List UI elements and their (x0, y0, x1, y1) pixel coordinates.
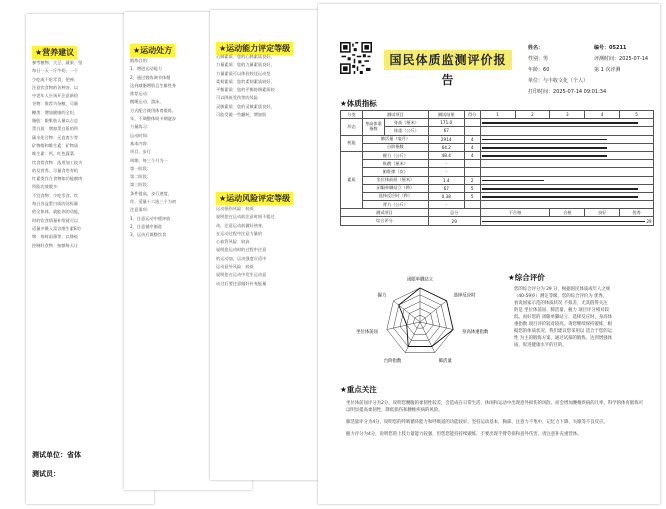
focus-text (346, 400, 646, 438)
tester-label: 测试员： (32, 470, 60, 478)
text-line: 不宜食物：少吃零食、饮 (32, 192, 79, 198)
text-line: 心肺素质：您的心肺素质良好， (216, 54, 275, 59)
summary-row (341, 217, 654, 225)
item-cell: 肺活量（毫升） (362, 135, 428, 143)
summary-pass-header: 合格 (550, 209, 585, 217)
overall-section-title: ★综合评价 (508, 273, 545, 282)
text-line: 时的饮食情量补给就可以 (32, 217, 79, 223)
score-bar (482, 139, 607, 141)
text-line: 蛋白质：增加蛋白质的所 (32, 126, 79, 132)
focus-section-title: ★重点关注 (340, 385, 377, 394)
radar-axis (420, 322, 435, 353)
score-bar-cell (480, 168, 653, 176)
table-row (341, 151, 654, 159)
table-row (341, 160, 654, 168)
text-line: 第一阶段： (130, 165, 151, 171)
score-bar-cell (480, 143, 653, 151)
item-cell: 握力（公斤） (362, 151, 428, 159)
result-cell: - (428, 201, 464, 209)
risk-level-title: ★运动风险评定等级 (216, 192, 293, 205)
score-bar-cell (480, 119, 653, 127)
text-line: 锻炼目的： (130, 58, 151, 63)
header-item: 测试项目 (362, 111, 428, 119)
result-cell: 2914 (428, 135, 464, 143)
header-result: 测试结果 (428, 111, 464, 119)
item-group-cell: 身高体重指数 (362, 119, 384, 135)
table-row (341, 135, 654, 143)
header-level-3: 3 (550, 111, 585, 119)
text-line: 脂肪：限肌肪人量以占总 (32, 118, 79, 124)
report-title: 国民体质监测评价报告 (384, 50, 512, 70)
text-line: 运动时间： (130, 132, 151, 138)
result-cell: 67 (428, 184, 464, 192)
text-line: 的运动加，运动强度应适中 (216, 255, 267, 261)
text-line: 力量练习： (130, 124, 151, 130)
indicators-section-title: ★体质指标 (340, 99, 377, 108)
text-line: 跳绳运动、游泳， (130, 99, 164, 105)
table-row (341, 127, 654, 135)
text-line: 推荐运动： (130, 91, 151, 97)
text-line: 维生素：钙，红色蔬菜、 (32, 151, 79, 157)
score-cell (464, 168, 480, 176)
text-line: 说明您在运动前注意时间不超过 (216, 214, 275, 220)
focus-paragraph: 坐位体前屈评分为2分，说明您腰腹的柔韧性较差，会造成在日常生活、休闲和运动中出现意外损伤的风险。而会增加腰椎疾病的几率，科学的体育锻炼可以明显提高柔韧性，降低损伤和腰椎疾病的风险。 (346, 401, 643, 413)
text-line: 可以降低受伤等的风险 (216, 95, 258, 101)
summary-bar (482, 221, 646, 223)
text-line: 方式配合使用体育锻炼， (130, 107, 177, 113)
text-line: 质，促进健康水平的目的。 (514, 343, 567, 348)
score-bar-cell (480, 201, 653, 209)
text-line: 力量素质可以体验较佳运动型 (216, 70, 271, 76)
date-value: 2025-07-14 (619, 56, 649, 62)
date-label: 评测时间： (594, 56, 620, 62)
summary-bar-value: 29 (646, 218, 652, 224)
score-bar (482, 147, 607, 149)
score-cell: 4 (464, 143, 480, 151)
text-line: 的全体体，就能你的动能， (32, 209, 83, 215)
score-bar-cell (480, 184, 653, 192)
qr-code-icon (340, 42, 372, 74)
ability-level-title: ★运动能力评定等级 (216, 42, 293, 55)
score-bar-cell (480, 160, 653, 168)
score-cell: 4 (464, 151, 480, 159)
text-line: 饮食常食物：选用加工较为 (32, 159, 83, 165)
text-line: 每日一天一斤牛奶，一个 (32, 68, 79, 74)
indicators-table (340, 110, 654, 226)
text-line: 周期、每三个月为一 (130, 157, 168, 163)
score-bar-cell (480, 176, 653, 184)
table-row (341, 192, 654, 200)
text-line: 的及营养，尽量食用有机 (32, 167, 79, 173)
result-cell: 171.0 (428, 119, 464, 127)
summary-fail-header: 不合格 (480, 209, 550, 217)
text-line: 少吃或不吃零食、把神、 (32, 76, 79, 82)
result-cell: - (428, 168, 464, 176)
table-row (341, 119, 654, 127)
id-field (594, 44, 626, 51)
item-cell: 选择反应时（秒） (362, 192, 428, 200)
result-cell: 1.4 (428, 176, 464, 184)
text-line: 达到减脂增肌且生雄性身 (130, 82, 177, 88)
item-cell: 俯卧撑（次） (362, 168, 428, 176)
header-score: 得分 (464, 111, 480, 119)
text-line: 低。而好您的 闭眼单脚站立、选择反应时、身高体 (514, 315, 612, 320)
score-bar-cell (480, 192, 653, 200)
score-bar (482, 122, 639, 124)
text-line: 性 为主的锻炼方案，通过试探的锻炼，达到增强体 (514, 336, 612, 341)
table-header-row (341, 111, 654, 119)
text-line: 说明您在运动中发生运动意 (216, 272, 267, 278)
header-level-2: 2 (515, 111, 550, 119)
text-line: 柔韧素质：您的柔韧素质较好， (216, 78, 275, 84)
table-row (341, 201, 654, 209)
summary-good-header: 良好 (585, 209, 620, 217)
unit-value: 与丰收文化（个人） (543, 78, 589, 84)
text-line: （40-59岁）测定等级，您的综合评价为 优秀， (514, 294, 608, 299)
result-cell: 64.2 (428, 143, 464, 151)
text-line: 所能功放脱多： (32, 184, 62, 190)
text-line: 的是 坐位体前屈、肺活量、握力 项目评分相对较 (514, 308, 609, 313)
item-cell: 坐位体前屈（厘米） (362, 176, 428, 184)
item-cell: 身高（厘米） (384, 119, 428, 127)
risk-level-text (216, 206, 330, 289)
text-line: 重指数 项目评价较对较高。请您继续保持锻炼，根 (514, 322, 612, 327)
text-line: 3、运动后调整饮食 (130, 232, 167, 238)
summary-label: 综合评分 (341, 217, 429, 225)
text-line: 动，注意运动前做好热身， (216, 222, 267, 228)
summary-header-row (341, 209, 654, 217)
overall-evaluation-text (514, 286, 658, 349)
summary-score: 29 (428, 217, 480, 225)
table-row (341, 168, 654, 176)
print-time-value: 2025-07-14 09:01:34 (553, 89, 607, 95)
radar-label: 闭眼单脚站立 (406, 277, 434, 283)
print-time-field (528, 88, 606, 95)
text-line: 谷物：推荐为杂粮、尽量 (32, 101, 79, 107)
radar-label: 握力 (377, 293, 387, 299)
header-category: 分类 (341, 111, 363, 119)
age-field (528, 66, 549, 73)
text-line: 碳水化合物：无直育少等 (32, 134, 79, 140)
radar-chart (340, 266, 500, 376)
test-unit-label: 测试单位：省体 (32, 451, 81, 459)
score-cell: 5 (464, 192, 480, 200)
item-cell: 体重（公斤） (384, 127, 428, 135)
text-line: 基本内容： (130, 140, 151, 146)
age-value: 60 (543, 67, 550, 73)
radar-label: 坐位体前屈 (356, 330, 379, 336)
text-line: 心血管风险：较高 (216, 239, 250, 245)
text-line: 注意饮食物的各种各、以 (32, 84, 79, 90)
category-cell: 形态 (341, 119, 363, 135)
text-line: 2、通过锻炼调节体循 (130, 74, 171, 80)
result-cell: 67 (428, 127, 464, 135)
id-value: 05211 (609, 45, 627, 51)
score-bar (482, 155, 607, 157)
score-bar-cell (480, 151, 653, 159)
summary-total-header: 总分 (428, 209, 480, 217)
ability-level-text (216, 54, 330, 120)
text-line: 注意事项： (130, 207, 151, 213)
fitness-report-page (318, 4, 660, 504)
result-cell: 48.4 (428, 151, 464, 159)
text-line: 您的综合评分为 29 分，根据国民体质成年人之规 (514, 287, 611, 292)
score-cell (464, 160, 480, 168)
result-cell: 0.38 (428, 192, 464, 200)
result-cell: - (428, 160, 464, 168)
text-line: 2、注意循序渐进 (130, 223, 162, 229)
summary-excellent-header: 优秀 (620, 209, 654, 217)
focus-paragraph: 肺活量评分为4分，说明您的呼吸循环能力和呼吸道的功能较好，坚持运动基本，胸部、注意力不集中、记忆力下降、失眠等不良反应。 (346, 420, 608, 425)
text-line: 控制好食物：按额每天让 (32, 242, 79, 248)
score-bar (482, 180, 545, 182)
header-level-1: 1 (480, 111, 515, 119)
table-row (341, 176, 654, 184)
radar-label: 身高体重指数 (461, 330, 489, 336)
test-count-label: 第 1 次评测 (594, 67, 621, 73)
score-bar (482, 188, 639, 190)
text-line: 在运动过程中注意力量的 (216, 230, 263, 236)
text-line: 运动意外风险：较低 (216, 264, 254, 270)
text-line: 项目、步行 (130, 149, 151, 155)
text-line: 作，适量十六选三个为初 (130, 199, 177, 205)
score-bar (482, 196, 639, 198)
score-cell: 5 (464, 184, 480, 192)
text-line: 糖类：增加健康的全坦、 (32, 109, 79, 115)
item-cell: 闭眼单脚站立（秒） (362, 184, 428, 192)
print-time-label: 打印时间： (528, 89, 554, 95)
text-line: 参考植物、大豆、蔬果、坚 (32, 60, 83, 65)
table-row (341, 143, 654, 151)
summary-bar-cell (480, 217, 653, 225)
text-line: 可能受做一些翻转，增加肌 (216, 112, 267, 118)
score-cell: 2 (464, 176, 480, 184)
score-cell (464, 119, 480, 127)
text-line: 第三阶段： (130, 182, 151, 188)
radar-label: 台阶指数 (383, 359, 402, 365)
text-line: 年，不调整体间卡期逐步 (130, 116, 177, 122)
text-line: 矿物维和维生素：矿物质 (32, 142, 79, 148)
nutrition-advice-title: ★营养建议 (32, 46, 77, 59)
text-line: 条件提高，步行速度、 (130, 190, 172, 196)
unit-label: 单位： (528, 78, 544, 84)
unit-field (528, 77, 588, 84)
score-bar-cell (480, 127, 653, 135)
item-cell: 背力（公斤） (362, 201, 428, 209)
exercise-prescription-title: ★运动处方 (130, 44, 175, 57)
text-line: 灵敏素质：您的灵敏素质良好， (216, 103, 275, 109)
score-bar-cell (480, 135, 653, 143)
text-line: 每日各益蛋白质的达标量 (32, 201, 79, 207)
text-line: 看说国家示范的体质状况 不拟差，尤其值得关注 (514, 301, 608, 306)
category-cell: 机能 (341, 135, 363, 151)
text-line: 适量多摄入富含维生素E的 (32, 225, 81, 231)
text-line: 红素类作合食物如功能腐肉 (32, 176, 83, 182)
radar-label: 选择反应时 (453, 293, 476, 299)
header-level-5: 5 (620, 111, 654, 119)
text-line: 第二阶段： (130, 174, 151, 180)
table-row (341, 184, 654, 192)
radar-label: 肺活量 (438, 359, 452, 365)
text-line: 中老年人应该开注意新烩 (32, 93, 79, 99)
date-field (594, 55, 648, 62)
score-cell (464, 127, 480, 135)
item-cell: 台阶指数 (362, 143, 428, 151)
score-cell (464, 201, 480, 209)
summary-item-header: 测试项目 (341, 209, 429, 217)
text-line: 动过后要注意做好补充能量 (216, 280, 267, 286)
item-cell: 纵跳（厘米） (362, 160, 428, 168)
text-line: 1、注意运动中缓冲放 (130, 215, 171, 221)
age-label: 年龄： (528, 67, 544, 73)
gender-label: 性别：男 (528, 56, 549, 62)
text-line: 力量素质：您的力量素质良好， (216, 62, 275, 68)
score-cell: 4 (464, 135, 480, 143)
text-line: 据您的体质状况，我们建议您采用以 适合于您的运 (514, 329, 612, 334)
id-label: 编号： (594, 45, 610, 51)
text-line: 平衡素质：您的平衡协调素质较 (216, 87, 275, 93)
category-cell: 素质 (341, 151, 363, 208)
focus-paragraph: 握力评分为4分，说明您的上肢力量能力较强，但您您能持持续锻炼，不要出现手臂劳损和意外伤害，请注意补充重营体。 (346, 432, 582, 437)
text-line: 运动损伤风险：较低 (216, 206, 254, 211)
text-line: 说明您运动时的过程中注意 (216, 247, 267, 253)
header-level-4: 4 (585, 111, 620, 119)
name-label: 姓名： (528, 45, 544, 51)
text-line: 1、增进运动能力 (130, 66, 162, 72)
text-line: 物：每时雨薄等，以降低 (32, 234, 79, 240)
